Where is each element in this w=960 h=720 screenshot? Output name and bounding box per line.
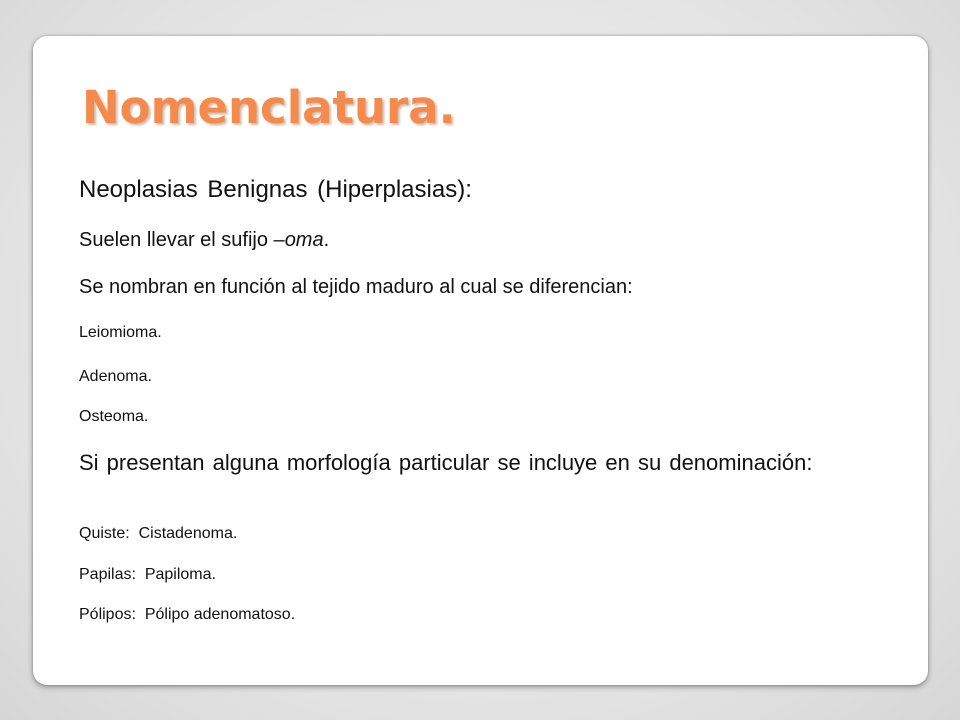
example-item: Osteoma. [79,408,149,425]
morphology-label: Quiste: [79,525,130,542]
section-heading: Neoplasias Benignas (Hiperplasias): [79,176,472,203]
morphology-label: Pólipos: [79,606,136,623]
morphology-example [79,525,237,543]
slide-title: Nomenclatura. [82,81,456,134]
morphology-label: Papilas: [79,566,136,583]
morphology-value: Papiloma. [144,566,216,583]
morphology-example [79,566,216,584]
suffix-rule-end: . [323,229,330,251]
suffix-rule [79,229,329,252]
suffix-emphasis: oma [284,229,324,251]
example-item: Leiomioma. [79,324,162,341]
morphology-value: Cistadenoma. [138,525,238,542]
naming-rule: Se nombran en función al tejido maduro al cual se diferencian: [79,276,633,298]
morphology-rule: Si presentan alguna morfología particular se incluye en su denominación: [79,450,813,475]
suffix-rule-text: Suelen llevar el sufijo – [79,229,285,251]
morphology-example [79,606,295,624]
example-item: Adenoma. [79,368,152,385]
morphology-value: Pólipo adenomatoso. [144,606,296,623]
